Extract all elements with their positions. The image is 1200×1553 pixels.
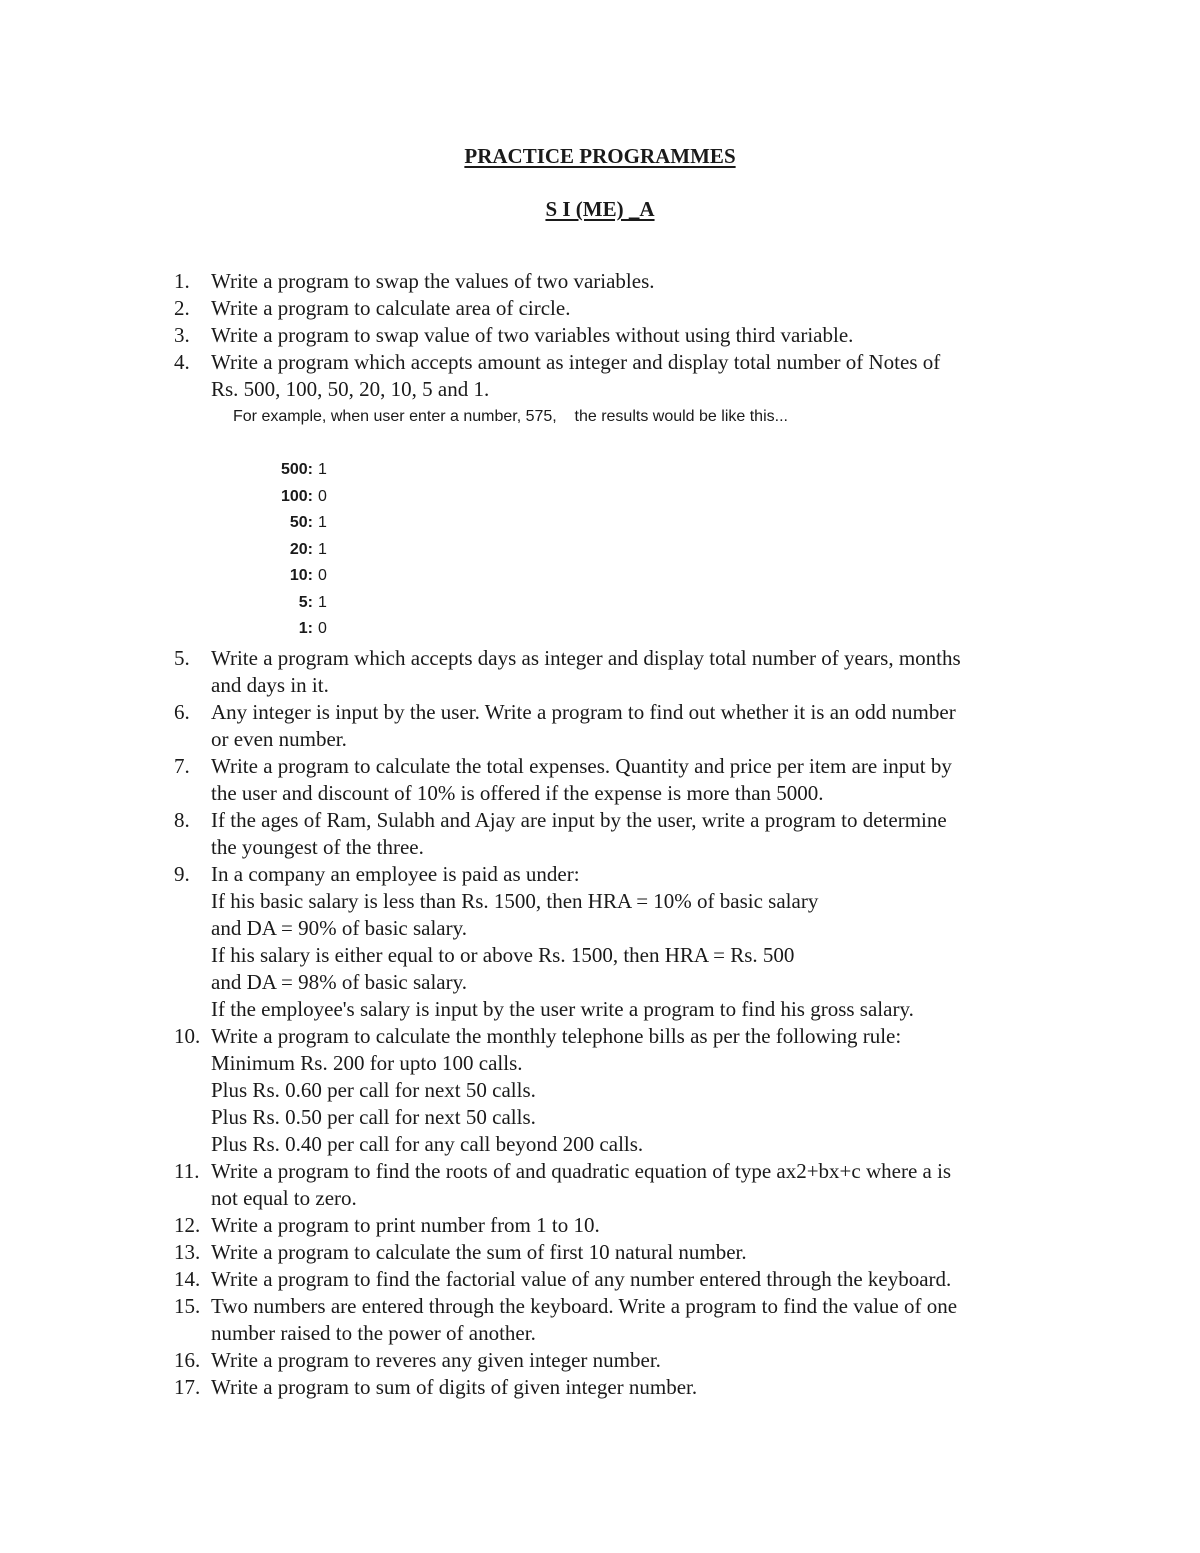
- item-text-line: Write a program which accepts amount as integer and display total number of Notes of: [211, 350, 941, 374]
- item-text-line: and DA = 98% of basic salary.: [211, 969, 467, 994]
- note-row: [174, 563, 1074, 590]
- item-text-line: and DA = 90% of basic salary.: [211, 915, 467, 940]
- item-text-line: Minimum Rs. 200 for upto 100 calls.: [211, 1050, 523, 1075]
- note-denomination: 5:: [298, 593, 313, 611]
- page-subtitle: S I (ME) _A: [545, 197, 655, 221]
- item-text-line: Write a program to calculate the total expenses. Quantity and price per item are input by: [211, 753, 952, 778]
- item-text-line: the user and discount of 10% is offered if the expense is more than 5000.: [211, 780, 824, 805]
- item-text-line: Write a program to reveres any given integer number.: [211, 1347, 661, 1372]
- item-text-line: If his basic salary is less than Rs. 1500, then HRA = 10% of basic salary: [211, 888, 819, 913]
- item-number: 11.: [174, 1158, 200, 1183]
- example-notes: [174, 457, 1074, 643]
- item-number: 2.: [174, 296, 190, 320]
- item-text-line: the youngest of the three.: [211, 834, 424, 859]
- item-number: 7.: [174, 753, 190, 778]
- list-item: [174, 1293, 1074, 1347]
- note-count: 0: [318, 567, 327, 584]
- item-text-line: and days in it.: [211, 672, 329, 697]
- list-item: [174, 1212, 1074, 1239]
- item-text-line: Write a program to print number from 1 to 10.: [211, 1212, 600, 1237]
- note-denomination: 100:: [280, 487, 313, 505]
- list-item: [174, 753, 1074, 807]
- note-denomination: 10:: [289, 567, 313, 584]
- note-count: 1: [318, 461, 327, 478]
- list-item: [174, 645, 1074, 699]
- item-text-line: Plus Rs. 0.60 per call for next 50 calls.: [211, 1077, 536, 1102]
- item-text-line: Write a program to find the roots of and quadratic equation of type ax2+bx+c where a is: [211, 1158, 952, 1183]
- list-item: [174, 322, 1074, 349]
- item-number: 10.: [174, 1023, 201, 1048]
- list-item: [174, 268, 1074, 295]
- item-text-line: In a company an employee is paid as under:: [211, 861, 580, 886]
- item-text-line: If the employee's salary is input by the user write a program to find his gross salary.: [211, 996, 914, 1021]
- item-text-line: Write a program to swap the values of two variables.: [211, 269, 655, 293]
- item-text-line: If his salary is either equal to or above Rs. 1500, then HRA = Rs. 500: [211, 942, 795, 967]
- item-text-line: If the ages of Ram, Sulabh and Ajay are input by the user, write a program to determine: [211, 807, 947, 832]
- note-denomination: 20:: [289, 540, 313, 558]
- list-item: [174, 295, 1074, 322]
- item-number: 4.: [174, 350, 190, 374]
- item-number: 14.: [174, 1266, 201, 1291]
- note-count: 0: [318, 620, 327, 637]
- item-number: 8.: [174, 807, 190, 832]
- note-count: 0: [318, 487, 327, 505]
- note-row: [174, 484, 1074, 511]
- page-title: PRACTICE PROGRAMMES: [464, 144, 736, 168]
- item-number: 3.: [174, 323, 190, 347]
- list-item: [174, 1158, 1074, 1212]
- item-number: 9.: [174, 861, 190, 886]
- list-item: [174, 1023, 1074, 1158]
- note-row: [174, 616, 1074, 643]
- item-text-line: or even number.: [211, 726, 347, 751]
- note-row: [174, 510, 1074, 537]
- list-item: [174, 1239, 1074, 1266]
- item-text-line: Write a program which accepts days as integer and display total number of years, months: [211, 645, 961, 670]
- note-row: [174, 537, 1074, 564]
- list-item: [174, 1347, 1074, 1374]
- item-text-line: Write a program to calculate the sum of first 10 natural number.: [211, 1239, 747, 1264]
- example-text: For example, when user enter a number, 575, the results would be like this...: [233, 408, 788, 425]
- item-text-line: Write a program to find the factorial value of any number entered through the keyboard.: [211, 1266, 952, 1291]
- item-text-line: Plus Rs. 0.40 per call for any call beyond 200 calls.: [211, 1131, 644, 1156]
- note-row: [174, 457, 1074, 484]
- list-item: [174, 699, 1074, 753]
- list-item: [174, 861, 1074, 1023]
- item-text-line: Write a program to calculate area of circle.: [211, 296, 571, 320]
- note-count: 1: [318, 593, 327, 611]
- item-text-line: Write a program to sum of digits of given integer number.: [211, 1374, 698, 1399]
- item-number: 12.: [174, 1212, 201, 1237]
- note-denomination: 500:: [280, 461, 313, 478]
- item-text-line: Write a program to calculate the monthly telephone bills as per the following rule:: [211, 1023, 902, 1048]
- item-text-line: Plus Rs. 0.50 per call for next 50 calls.: [211, 1104, 536, 1129]
- item-text-line: Write a program to swap value of two variables without using third variable.: [211, 323, 854, 347]
- note-count: 1: [318, 514, 327, 531]
- list-item: [174, 807, 1074, 861]
- list-item: [174, 349, 1074, 403]
- item-number: 1.: [174, 269, 190, 293]
- item-text-line: not equal to zero.: [211, 1185, 357, 1210]
- item-number: 5.: [174, 645, 190, 670]
- item-text-line: Two numbers are entered through the keyboard. Write a program to find the value of one: [211, 1293, 958, 1318]
- item-text-line: number raised to the power of another.: [211, 1320, 536, 1345]
- note-denomination: 1:: [298, 620, 313, 637]
- note-denomination: 50:: [289, 514, 313, 531]
- program-list: [174, 268, 1074, 1401]
- item-number: 16.: [174, 1347, 201, 1372]
- list-item: [174, 1266, 1074, 1293]
- item-text-line: Any integer is input by the user. Write a program to find out whether it is an odd number: [211, 699, 956, 724]
- item-number: 6.: [174, 699, 190, 724]
- item-number: 17.: [174, 1374, 201, 1399]
- item-number: 15.: [174, 1293, 201, 1318]
- note-row: [174, 590, 1074, 617]
- list-item: [174, 1374, 1074, 1401]
- item-text-line: Rs. 500, 100, 50, 20, 10, 5 and 1.: [211, 377, 490, 401]
- note-count: 1: [318, 540, 327, 558]
- item-number: 13.: [174, 1239, 201, 1264]
